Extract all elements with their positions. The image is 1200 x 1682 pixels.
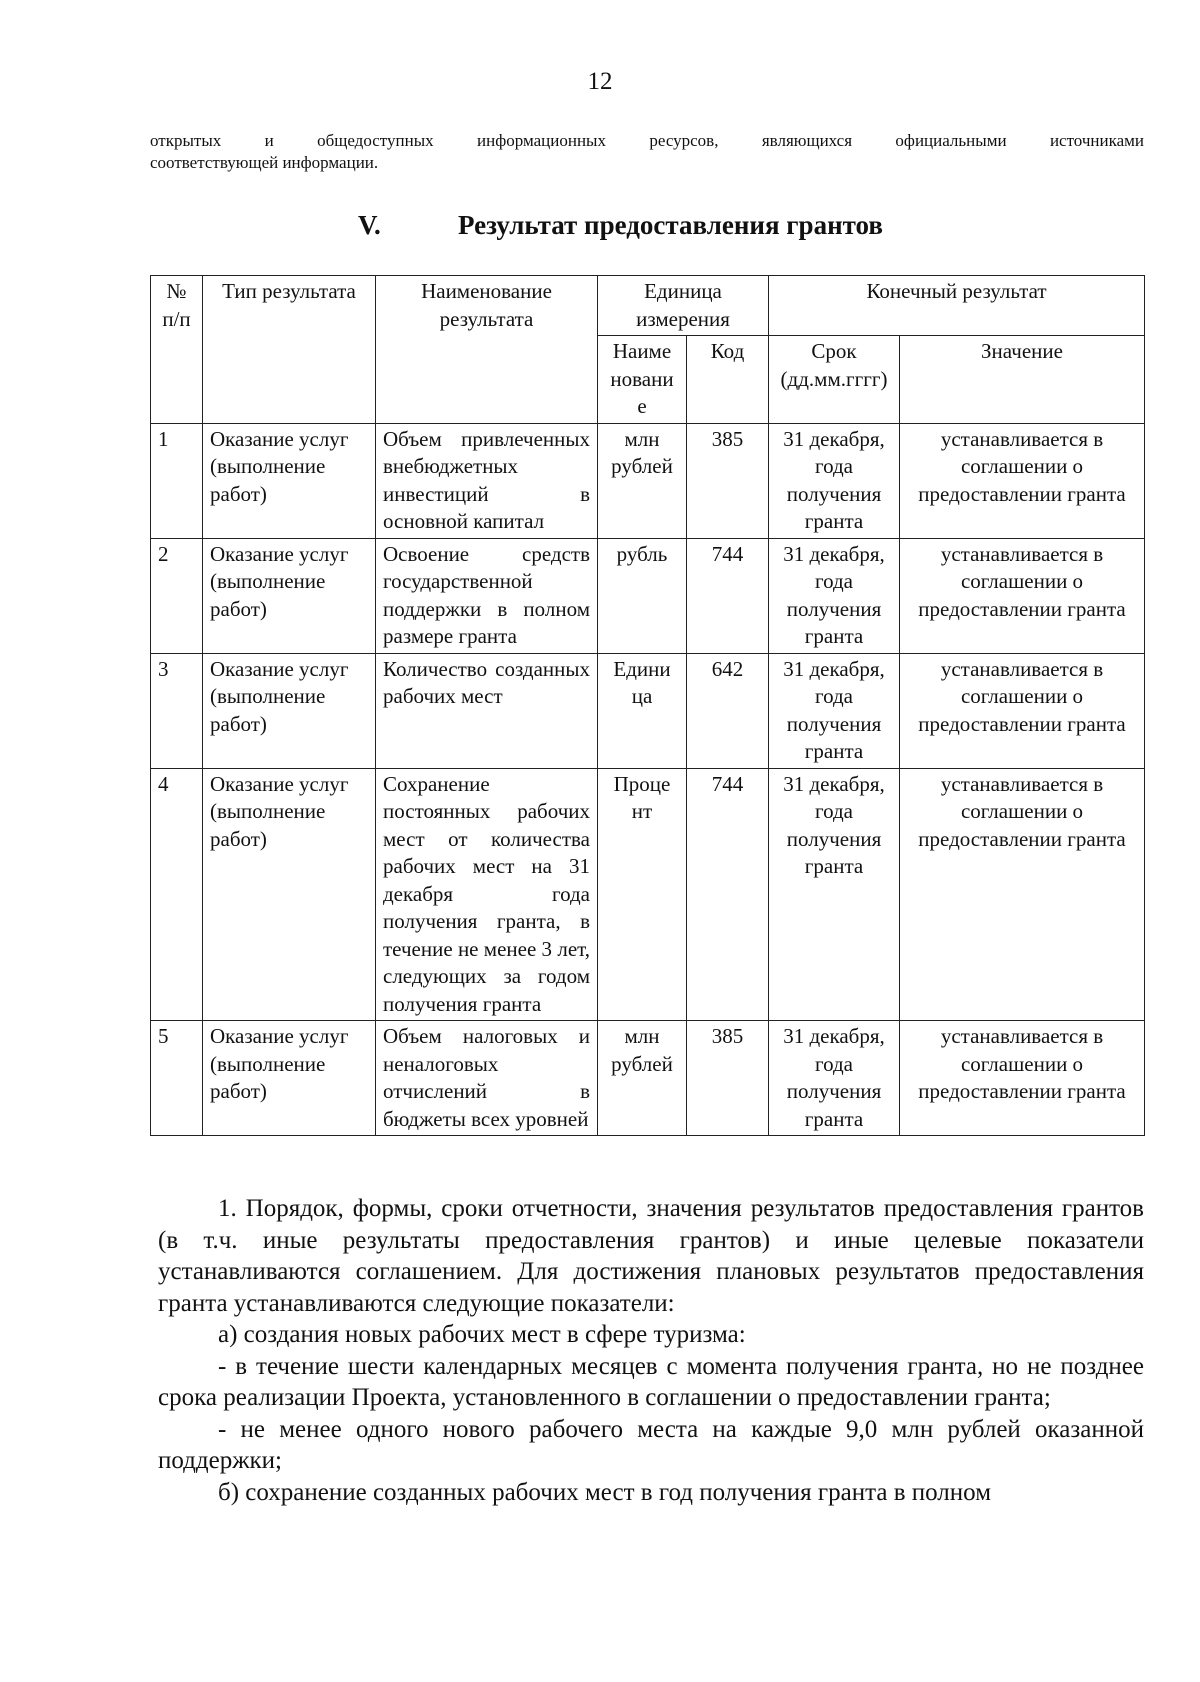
section-number: V.: [358, 210, 381, 240]
paragraph: - не менее одного нового рабочего места на каждые 9,0 млн рублей оказанной поддержки;: [158, 1415, 1144, 1474]
table-row: [151, 423, 1145, 538]
row-value: устанавливается в соглашении о предоставлении гранта: [900, 1021, 1145, 1136]
intro-text: [150, 130, 1144, 174]
header-name: Наименование результата: [376, 276, 598, 424]
table-row: [151, 538, 1145, 653]
paragraph: а) создания новых рабочих мест в сфере туризма:: [218, 1321, 746, 1348]
intro-line: открытых и общедоступных информационных ресурсов, являющихся официальными источниками: [150, 131, 1144, 150]
row-type: Оказание услуг (выполнение работ): [203, 423, 376, 538]
header-unit-name: Наиме новани е: [598, 336, 687, 424]
header-num: № п/п: [151, 276, 203, 424]
row-code: 385: [687, 1021, 769, 1136]
row-type: Оказание услуг (выполнение работ): [203, 1021, 376, 1136]
header-type: Тип результата: [203, 276, 376, 424]
section-title: Результат предоставления грантов: [458, 210, 883, 240]
row-type: Оказание услуг (выполнение работ): [203, 768, 376, 1021]
row-name: Освоение средств государственной поддержки в полном размере гранта: [376, 538, 598, 653]
page-number: 12: [587, 68, 613, 95]
row-num: 5: [151, 1021, 203, 1136]
row-name: Объем привлеченных внебюджетных инвестиций в основной капитал: [376, 423, 598, 538]
header-unit-code: Код: [687, 336, 769, 424]
table-row: [151, 768, 1145, 1021]
header-value: Значение: [900, 336, 1145, 424]
row-name: Сохранение постоянных рабочих мест от количества рабочих мест на 31 декабря года получения гранта, в течение не менее 3 лет, следующих за годом получения гранта: [376, 768, 598, 1021]
row-name: Количество созданных рабочих мест: [376, 653, 598, 768]
table-row: [151, 1021, 1145, 1136]
row-value: устанавливается в соглашении о предоставлении гранта: [900, 653, 1145, 768]
row-num: 3: [151, 653, 203, 768]
row-value: устанавливается в соглашении о предоставлении гранта: [900, 768, 1145, 1021]
row-name: Объем налоговых и неналоговых отчислений в бюджеты всех уровней: [376, 1021, 598, 1136]
row-term: 31 декабря, года получения гранта: [769, 423, 900, 538]
row-value: устанавливается в соглашении о предоставлении гранта: [900, 423, 1145, 538]
paragraph: б) сохранение созданных рабочих мест в год получения гранта в полном: [218, 1478, 992, 1506]
row-unit: млн рублей: [598, 423, 687, 538]
table-row: [151, 653, 1145, 768]
row-code: 744: [687, 538, 769, 653]
row-term: 31 декабря, года получения гранта: [769, 653, 900, 768]
row-unit: рубль: [598, 538, 687, 653]
header-final-group: Конечный результат: [769, 276, 1145, 336]
intro-line: соответствующей информации.: [150, 153, 379, 172]
row-term: 31 декабря, года получения гранта: [769, 768, 900, 1021]
row-value: устанавливается в соглашении о предоставлении гранта: [900, 538, 1145, 653]
body-text: [158, 1193, 1144, 1508]
paragraph: - в течение шести календарных месяцев с момента получения гранта, но не позднее срока реализации Проекта, установленного в соглашении о предоставлении гранта;: [158, 1352, 1144, 1411]
results-table: [150, 275, 1145, 1136]
paragraph: 1. Порядок, формы, сроки отчетности, значения результатов предоставления грантов (в т.ч. иные результаты предоставления грантов) и иные целевые показатели устанавливаются соглашением. Для достижения плановых результатов предоставления гранта устанавливаются следующие показатели:: [158, 1195, 1144, 1317]
row-code: 385: [687, 423, 769, 538]
row-code: 744: [687, 768, 769, 1021]
row-unit: Проце нт: [598, 768, 687, 1021]
row-type: Оказание услуг (выполнение работ): [203, 538, 376, 653]
row-type: Оказание услуг (выполнение работ): [203, 653, 376, 768]
header-unit-group: Единица измерения: [598, 276, 769, 336]
row-code: 642: [687, 653, 769, 768]
row-num: 1: [151, 423, 203, 538]
row-num: 2: [151, 538, 203, 653]
row-num: 4: [151, 768, 203, 1021]
row-unit: млн рублей: [598, 1021, 687, 1136]
header-term: Срок (дд.мм.гггг): [769, 336, 900, 424]
section-heading: [358, 210, 883, 241]
row-unit: Едини ца: [598, 653, 687, 768]
row-term: 31 декабря, года получения гранта: [769, 538, 900, 653]
row-term: 31 декабря, года получения гранта: [769, 1021, 900, 1136]
